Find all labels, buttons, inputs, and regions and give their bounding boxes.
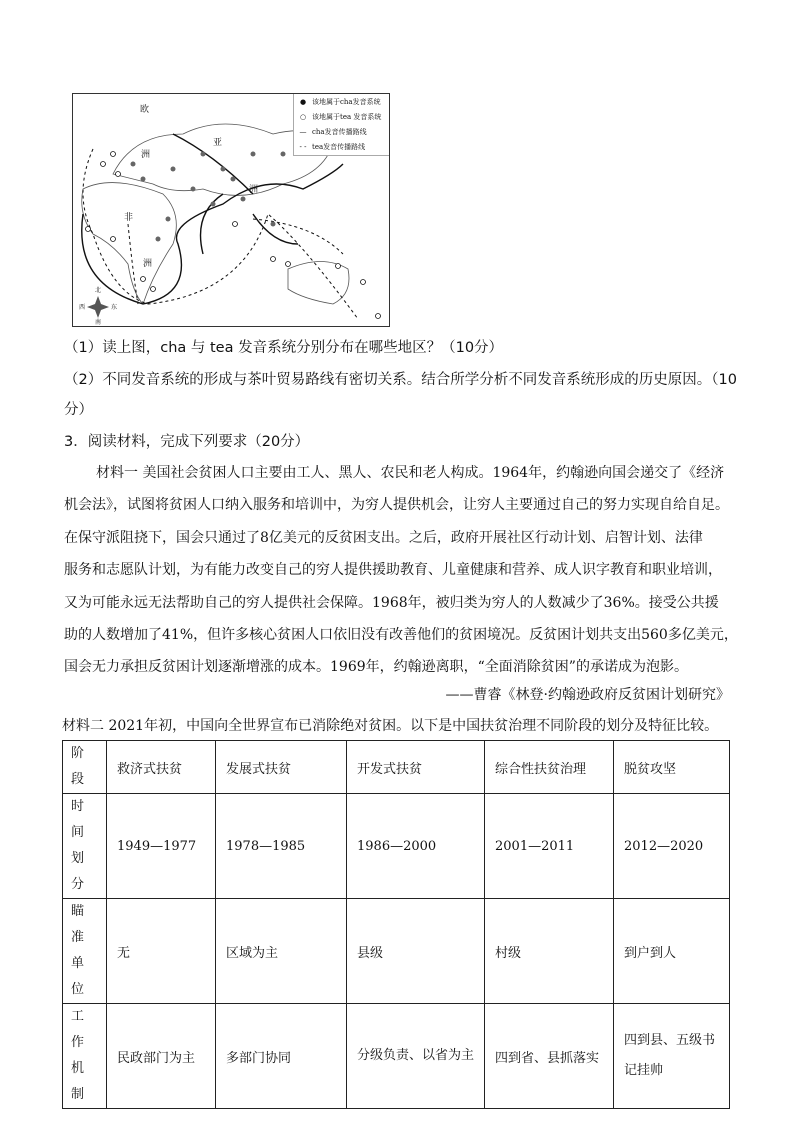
legend-label: 该地属于tea 发音系统: [312, 113, 382, 121]
question-2-cont: 分）: [64, 402, 93, 418]
legend-label: cha发音传播路线: [312, 128, 367, 136]
question-2: （2）不同发音系统的形成与茶叶贸易路线有密切关系。结合所学分析不同发音系统形成的历史原因。（10: [64, 372, 737, 388]
label-asia-2: 洲: [249, 185, 259, 195]
material1-source: ——曹睿《林登·约翰逊政府反贫困计划研究》: [445, 687, 730, 703]
table-cell: 到户到人: [614, 899, 730, 1004]
material1-line: 机会法》，试图将贫困人口纳入服务和培训中，为穷人提供机会，让穷人主要通过自己的努力实现自给自足。: [64, 497, 729, 513]
table-cell: 区域为主: [216, 899, 347, 1004]
cha-dots: [131, 152, 286, 242]
table-header-row: [63, 741, 730, 794]
compass-north: 北: [95, 287, 102, 294]
label-africa-2: 洲: [143, 259, 153, 269]
label-europe-2: 洲: [141, 150, 151, 160]
poverty-stage-table: [62, 740, 730, 1109]
compass-east: 东: [111, 304, 118, 311]
table-row: [63, 1004, 730, 1109]
material1-line: 服务和志愿队计划，为有能力改变自己的穷人提供援助教育、儿童健康和营养、成人识字教育和职业培训，: [64, 562, 722, 578]
dashed-line-icon: - -: [299, 143, 307, 151]
table-cell: 民政部门为主: [107, 1004, 216, 1109]
table-cell: 2001—2011: [485, 794, 614, 899]
material2-intro: 材料二 2021年初，中国向全世界宣布已消除绝对贫困。以下是中国扶贫治理不同阶段的划分及特征比较。: [62, 718, 719, 734]
legend-label: 该地属于cha发音系统: [312, 98, 381, 106]
table-cell: 发展式扶贫: [216, 741, 347, 794]
table-cell: 2012—2020: [614, 794, 730, 899]
table-cell: 阶段: [63, 741, 107, 794]
cha-routes: [82, 134, 343, 304]
material1-line: 国会无力承担反贫困计划逐渐增涨的成本。1969年，约翰逊离职，“全面消除贫困”的承诺成为泡影。: [64, 659, 688, 675]
table-cell: 四到县、五级书记挂帅: [614, 1004, 730, 1109]
table-cell: 四到省、县抓落实: [485, 1004, 614, 1109]
table-cell: 工作机制: [63, 1004, 107, 1109]
table-cell: 时间划分: [63, 794, 107, 899]
question-3: 3．阅读材料，完成下列要求（20分）: [64, 434, 310, 450]
label-asia: 亚: [213, 138, 223, 148]
material1-line: 又为可能永远无法帮助自己的穷人提供社会保障。1968年，被归类为穷人的人数减少了36%。接受公共援: [64, 595, 719, 611]
legend-label: tea发音传播路线: [312, 143, 366, 151]
table-row: [63, 899, 730, 1004]
table-cell: 无: [107, 899, 216, 1004]
table-cell: 村级: [485, 899, 614, 1004]
table-cell: 县级: [347, 899, 485, 1004]
material1-line: 在保守派阻挠下，国会只通过了8亿美元的反贫困支出。之后，政府开展社区行动计划、启智计划、法律: [64, 530, 703, 546]
table-cell: 分级负责、以省为主: [347, 1004, 485, 1109]
tea-routes: [83, 149, 358, 319]
table-cell: 1978—1985: [216, 794, 347, 899]
table-cell: 脱贫攻坚: [614, 741, 730, 794]
table-cell: 瞄准单位: [63, 899, 107, 1004]
filled-dot-icon: ●: [299, 98, 307, 106]
compass-south: 南: [95, 319, 102, 326]
compass-icon: [87, 296, 109, 318]
map-legend: [293, 94, 389, 156]
table-cell: 1986—2000: [347, 794, 485, 899]
table-cell: 1949—1977: [107, 794, 216, 899]
label-europe: 欧: [140, 105, 150, 115]
table-cell: 综合性扶贫治理: [485, 741, 614, 794]
label-africa: 非: [124, 213, 134, 223]
question-1: （1）读上图，cha 与 tea 发音系统分别分布在哪些地区？（10分）: [64, 340, 504, 356]
table-row: [63, 794, 730, 899]
material1-line: 助的人数增加了41%，但许多核心贫困人口依旧没有改善他们的贫困境况。反贫困计划共支出560多亿美元，: [64, 627, 738, 643]
table-cell: 开发式扶贫: [347, 741, 485, 794]
open-dot-icon: ○: [299, 113, 307, 121]
tea-route-map: [72, 93, 390, 327]
solid-line-icon: —: [299, 128, 307, 136]
table-cell: 救济式扶贫: [107, 741, 216, 794]
material1-line: 材料一 美国社会贫困人口主要由工人、黑人、农民和老人构成。1964年，约翰逊向国会递交了《经济: [96, 465, 725, 481]
compass-west: 西: [79, 304, 86, 311]
table-cell: 多部门协同: [216, 1004, 347, 1109]
